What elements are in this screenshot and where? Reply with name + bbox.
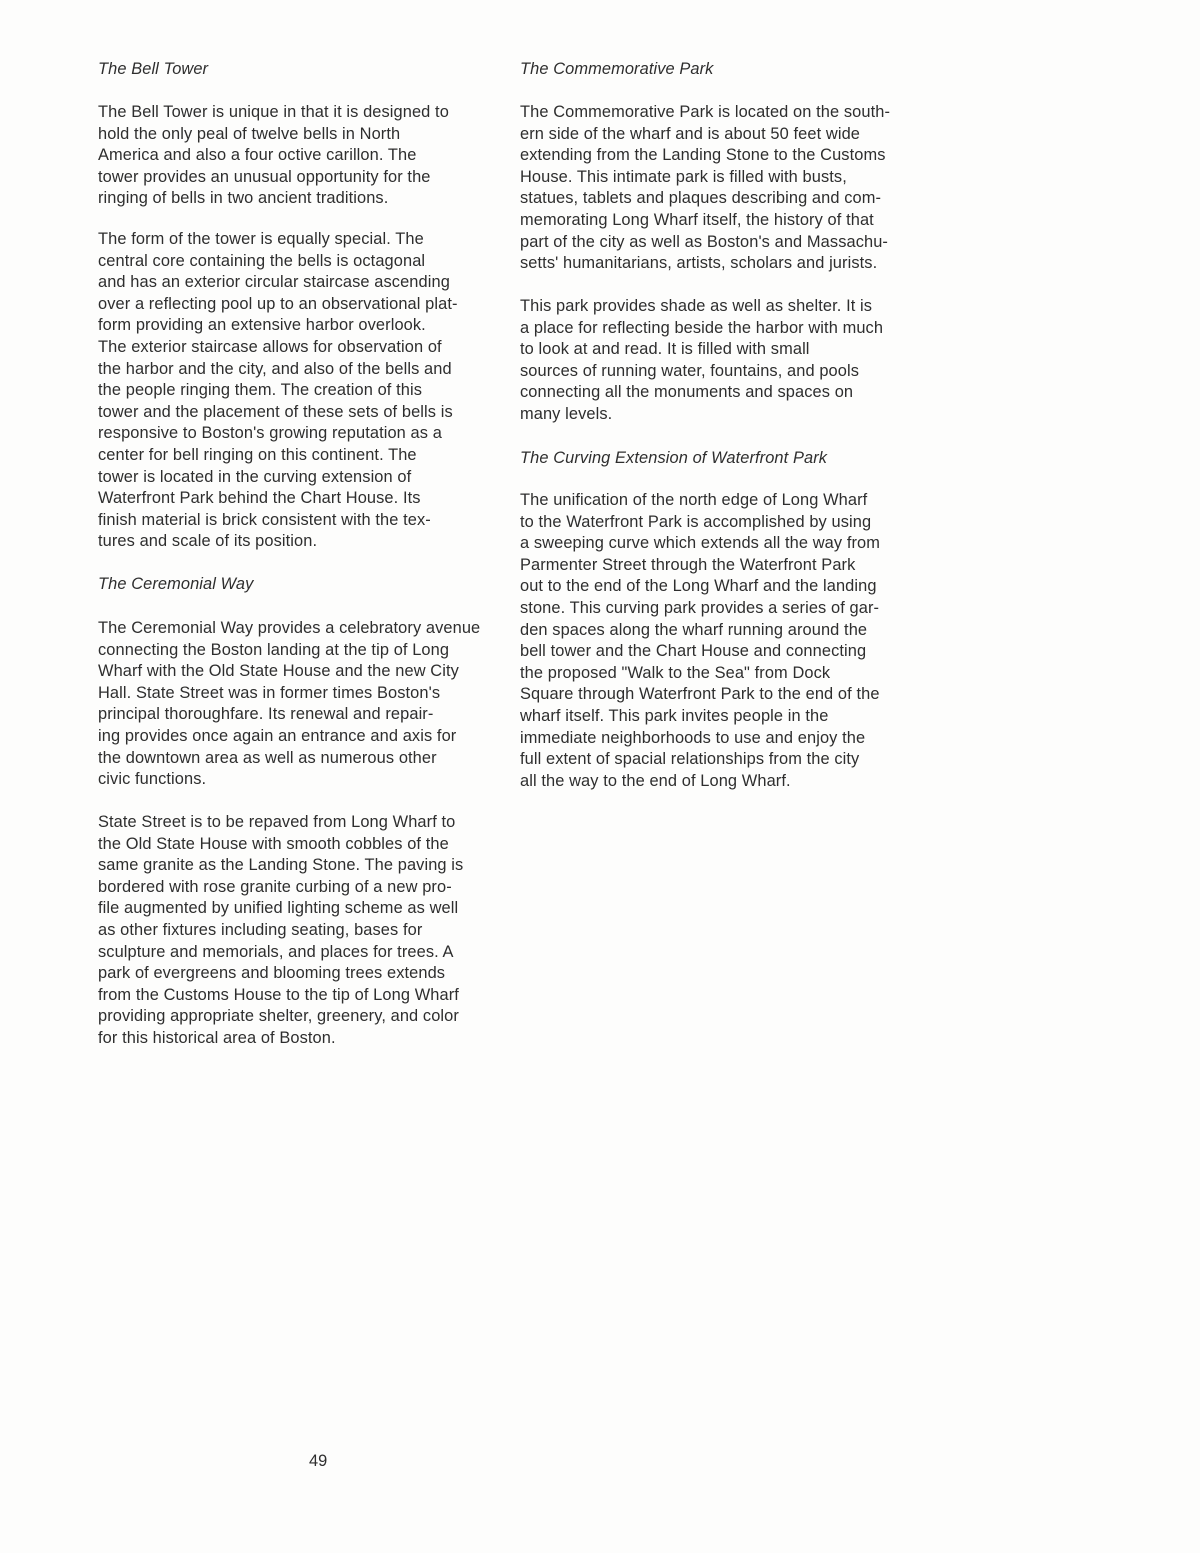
- section-heading-curving-extension: The Curving Extension of Waterfront Park: [520, 449, 828, 467]
- paragraph: State Street is to be repaved from Long Wharf to the Old State House with smooth cobbles of the same granite as the Landing Stone. The paving is bordered with rose granite curbing of a new pro- file augmented by unified lighting scheme as well as other fixtures including seating, bases for sculpture and memorials, and places for trees. A park of evergreens and blooming trees extends from the Customs House to the tip of Long Wharf providing appropriate shelter, greenery, and color for this historical area of Boston.: [98, 813, 464, 1047]
- paragraph: The unification of the north edge of Long Wharf to the Waterfront Park is accomplished by using a sweeping curve which extends all the way from Parmenter Street through the Waterfront Park out to the end of the Long Wharf and the landing stone. This curving park provides a series of gar- den spaces along the wharf running around the bell tower and the Chart House and connecting the proposed "Walk to the Sea" from Dock Square through Waterfront Park to the end of the wharf itself. This park invites people in the immediate neighborhoods to use and enjoy the full extent of spacial relationships from the city all the way to the end of Long Wharf.: [520, 491, 881, 790]
- section-heading-bell-tower: The Bell Tower: [98, 60, 209, 78]
- section-heading-commemorative-park: The Commemorative Park: [520, 60, 714, 78]
- paragraph: The Ceremonial Way provides a celebratory avenue connecting the Boston landing at the tip of Long Wharf with the Old State House and the new City Hall. State Street was in former times Boston's principal thoroughfare. Its renewal and repair- ing provides once again an entrance and axis for the downtown area as well as numerous other civic functions.: [98, 619, 481, 789]
- paragraph: This park provides shade as well as shelter. It is a place for reflecting beside the harbor with much to look at and read. It is filled with small sources of running water, fountains, and pools connecting all the monuments and spaces on many levels.: [520, 297, 884, 423]
- paragraph: The Commemorative Park is located on the south- ern side of the wharf and is about 50 feet wide extending from the Landing Stone to the Customs House. This intimate park is filled with busts, statues, tablets and plaques describing and com- memorating Long Wharf itself, the history of that part of the city as well as Boston's and Massachu- setts' humanitarians, artists, scholars and jurists.: [520, 103, 891, 273]
- paragraph: The Bell Tower is unique in that it is designed to hold the only peal of twelve bells in North America and also a four octive carillon. The tower provides an unusual opportunity for the ringing of bells in two ancient traditions.: [98, 103, 449, 208]
- paragraph: The form of the tower is equally special. The central core containing the bells is octagonal and has an exterior circular staircase ascending over a reflecting pool up to an observational plat- form providing an extensive harbor overlook. The exterior staircase allows for observation of the harbor and the city, and also of the bells and the people ringing them. The creation of this tower and the placement of these sets of bells is responsive to Boston's growing reputation as a center for bell ringing on this continent. The tower is located in the curving extension of Waterfront Park behind the Chart House. Its finish material is brick consistent with the tex- tures and scale of its position.: [98, 230, 458, 551]
- section-heading-ceremonial-way: The Ceremonial Way: [98, 575, 254, 593]
- page-number: 49: [309, 1452, 328, 1470]
